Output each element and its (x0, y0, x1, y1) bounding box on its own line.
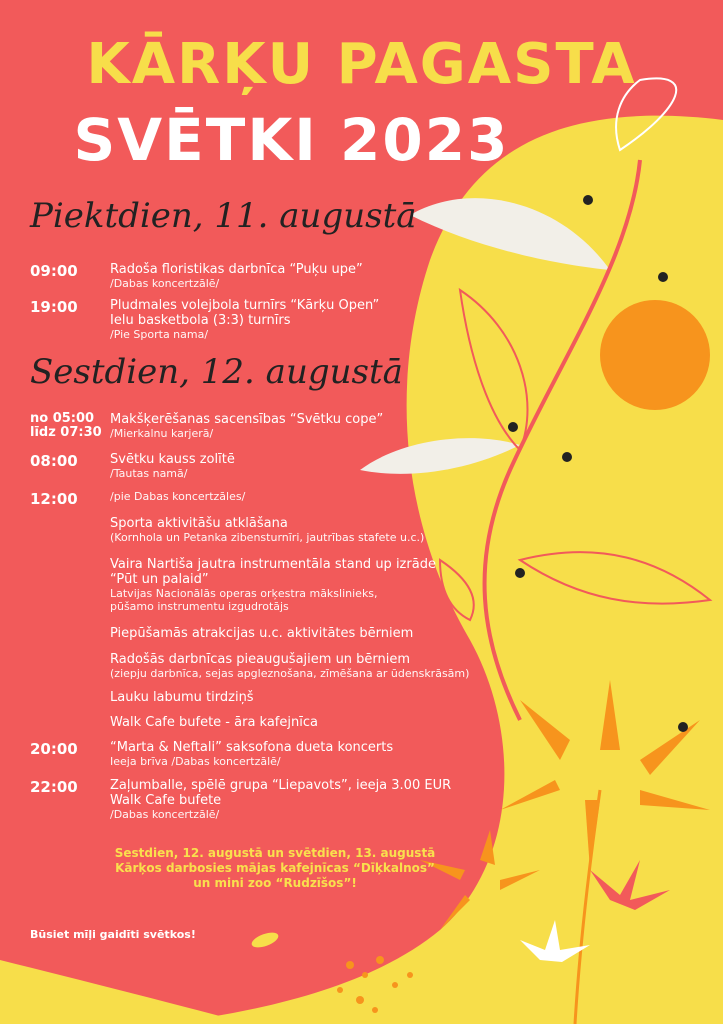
event-location: /Tautas namā/ (110, 467, 188, 480)
event-title: Zaļumballe, spēlē grupa “Liepavots”, ieeja 3.00 EUR (110, 778, 452, 793)
event-details (110, 690, 530, 705)
event-title: Lauku labumu tirdziņš (110, 690, 254, 705)
friday-heading: Piektdien, 11. augustā (30, 196, 417, 236)
event-location: /pie Dabas koncertzāles/ (110, 490, 246, 503)
closing-text: Būsiet mīļi gaidīti svētkos! (30, 928, 196, 941)
event-description: (ziepju darbnīca, sejas apgleznošana, zīmēšana ar ūdenskrāsām) (110, 667, 470, 680)
event-location: /Dabas koncertzālē/ (110, 808, 220, 821)
event-details (110, 452, 530, 480)
event-time: 12:00 (30, 490, 78, 508)
event-time: 19:00 (30, 298, 78, 316)
event-description-2: pūšamo instrumentu izgudrotājs (110, 600, 289, 613)
event-title: Vaira Nartiša jautra instrumentāla stand up izrāde (110, 557, 436, 572)
event-title-2: Ielu basketbola (3:3) turnīrs (110, 313, 291, 328)
orange-sun (600, 300, 710, 410)
event-title: “Marta & Neftali” saksofona dueta koncerts (110, 740, 394, 755)
event-title: Radoša floristikas darbnīca “Puķu upe” (110, 262, 363, 277)
event-description: Latvijas Nacionālās operas orķestra mākslinieks, (110, 587, 378, 600)
event-details (110, 557, 510, 613)
event-details (110, 715, 530, 730)
event-location: /Pie Sporta nama/ (110, 328, 209, 341)
title-line-2: SVĒTKI 2023 (73, 106, 510, 174)
event-title: Svētku kauss zolītē (110, 452, 235, 467)
event-details (110, 740, 530, 768)
event-details (110, 778, 530, 821)
title-line-1: KĀRĶU PAGASTA (86, 32, 637, 97)
event-title: Walk Cafe bufete - āra kafejnīca (110, 715, 318, 730)
event-details (110, 652, 530, 680)
event-time: 20:00 (30, 740, 78, 758)
yellow-bottom-left (0, 960, 250, 1024)
event-time: 08:00 (30, 452, 78, 470)
event-title: Sporta aktivitāšu atklāšana (110, 516, 288, 531)
event-location: /Dabas koncertzālē/ (110, 277, 220, 290)
event-title: Pludmales volejbola turnīrs “Kārķu Open” (110, 298, 380, 313)
event-title: Piepūšamās atrakcijas u.c. aktivitātes bērniem (110, 626, 414, 641)
event-time: no 05:00 līdz 07:30 (30, 411, 102, 440)
event-time: 22:00 (30, 778, 78, 796)
event-details (110, 298, 530, 341)
event-time: 09:00 (30, 262, 78, 280)
event-location: /Mierkalnu karjerā/ (110, 427, 214, 440)
saturday-heading: Sestdien, 12. augustā (30, 352, 403, 392)
event-details (110, 490, 530, 503)
event-title-2: Walk Cafe bufete (110, 793, 222, 808)
event-details (110, 626, 530, 641)
weekend-note: Sestdien, 12. augustā un svētdien, 13. augustā Kārķos darbosies mājas kafejnīcas “Dīķkalnos” un mini zoo “Rudzīšos”! (114, 846, 436, 890)
event-details (110, 516, 530, 544)
event-title: Makšķerēšanas sacensības “Svētku cope” (110, 412, 384, 427)
event-title: Radošās darbnīcas pieaugušajiem un bērniem (110, 652, 411, 667)
event-title-2: “Pūt un palaid” (110, 572, 209, 587)
event-description: (Kornhola un Petanka zibensturnīri, jautrības stafete u.c.) (110, 531, 425, 544)
event-details (110, 412, 530, 440)
event-details (110, 262, 530, 290)
event-location: Ieeja brīva /Dabas koncertzālē/ (110, 755, 281, 768)
